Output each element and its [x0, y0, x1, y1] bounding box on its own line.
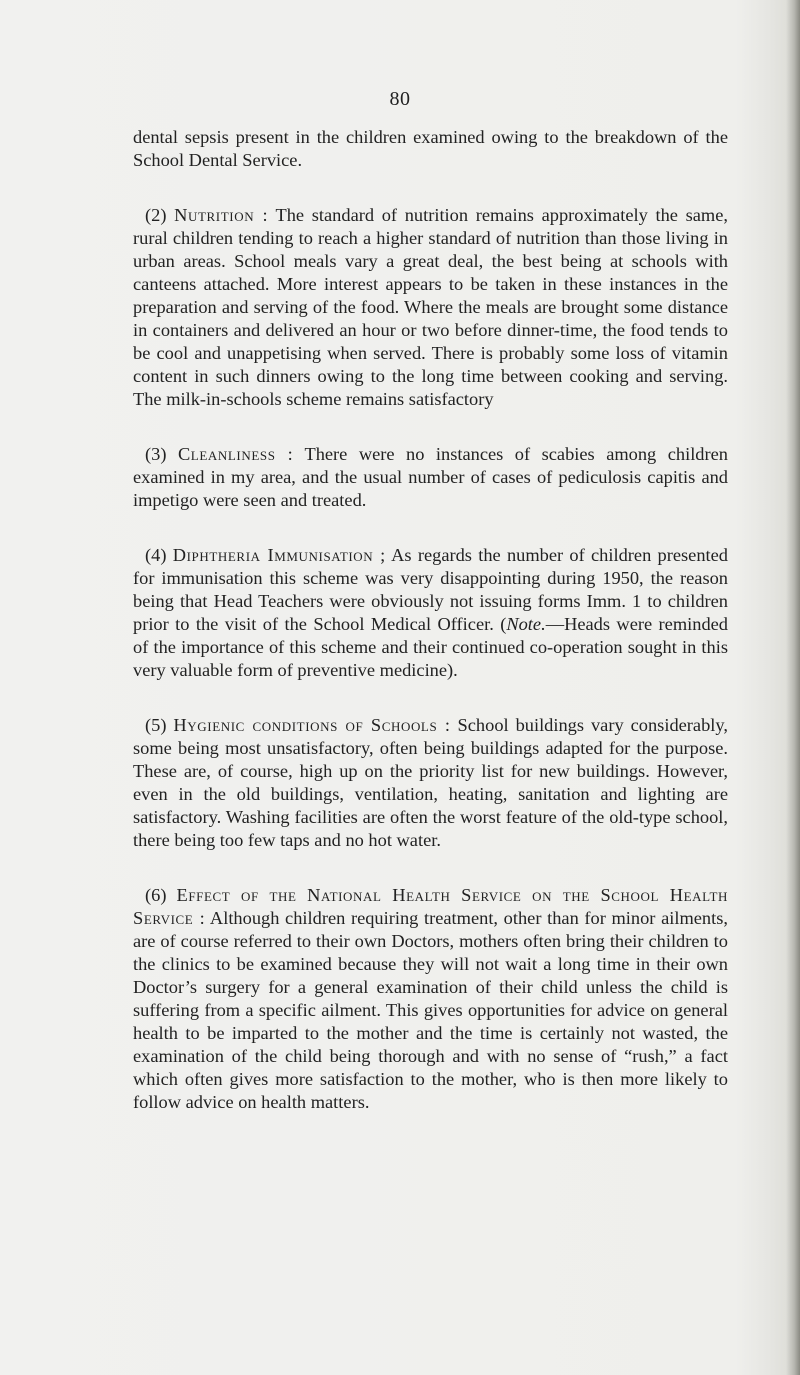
- section-hygienic-conditions: [133, 714, 728, 852]
- section-text: School buildings vary considerably, some being most unsatisfactory, often being buildings adapted for the purpose. These are, of course, high up on the priority list for new buildings. However, even in the old buildings, ventilation, heating, sanitation and lighting are satisfactory. Washing facilities are often the worst feature of the old-type school, there being too few taps and no hot water.: [133, 715, 728, 850]
- section-text: There were no instances of scabies among children examined in my area, and the usual number of cases of pediculosis capitis and impetigo were seen and treated.: [133, 444, 728, 510]
- section-heading: Effect of the National Health Service on the School Health Service :: [133, 885, 728, 928]
- section-heading: Cleanliness :: [177, 444, 294, 464]
- section-text: Although children requiring treatment, other than for minor ailments, are of course referred to their own Doctors, mothers often bring their children to the clinics to be examined because they will not wait a long time in their own Doctor’s surgery for a general examination of their child unless the child is suffering from a specific ailment. This gives opportunities for advice on general health to be imparted to the mother and the time is certainly not wasted, the examination of the child being thorough and with no sense of “rush,” a fact which often gives more satisfaction to the mother, who is then more likely to follow advice on health matters.: [133, 908, 728, 1112]
- section-number: (4): [145, 545, 167, 565]
- section-diphtheria-immunisation: [133, 544, 728, 682]
- section-number: (3): [145, 444, 167, 464]
- page-edge-shadow: [786, 0, 800, 1375]
- intro-paragraph: dental sepsis present in the children examined owing to the breakdown of the School Dental Service.: [133, 127, 728, 170]
- section-heading: Diphtheria Immunisation ;: [172, 545, 386, 565]
- section-text-continued: —Heads were reminded of the importance of this scheme and their continued co-operation sought in this very valuable form of preventive medicine).: [133, 614, 729, 680]
- section-number: (2): [145, 205, 167, 225]
- page-number: 80: [389, 88, 411, 110]
- section-text: As regards the number of children presented for immunisation this scheme was very disappointing during 1950, the reason being that Head Teachers were obviously not issuing forms Imm. 1 to children prior to the visit of the School Medical Officer. (: [133, 545, 728, 634]
- section-number: (6): [145, 885, 167, 905]
- document-body: [133, 126, 728, 1146]
- section-heading: Nutrition :: [174, 205, 269, 225]
- note-label: Note.: [506, 614, 546, 634]
- section-nhs-effect: [133, 884, 728, 1114]
- section-number: (5): [145, 715, 167, 735]
- section-nutrition: [133, 204, 728, 411]
- section-text: The standard of nutrition remains approximately the same, rural children tending to reach a higher standard of nutrition than those living in urban areas. School meals vary a great deal, the best being at schools with canteens attached. More interest appears to be taken in these instances in the preparation and serving of the food. Where the meals are brought some distance in containers and delivered an hour or two before dinner-time, the food tends to be cool and unappetising when served. There is probably some loss of vitamin content in such dinners owing to the long time between cooking and serving. The milk-in-schools scheme remains satisfactory: [133, 205, 729, 409]
- section-cleanliness: [133, 443, 728, 512]
- section-heading: Hygienic conditions of Schools :: [173, 715, 451, 735]
